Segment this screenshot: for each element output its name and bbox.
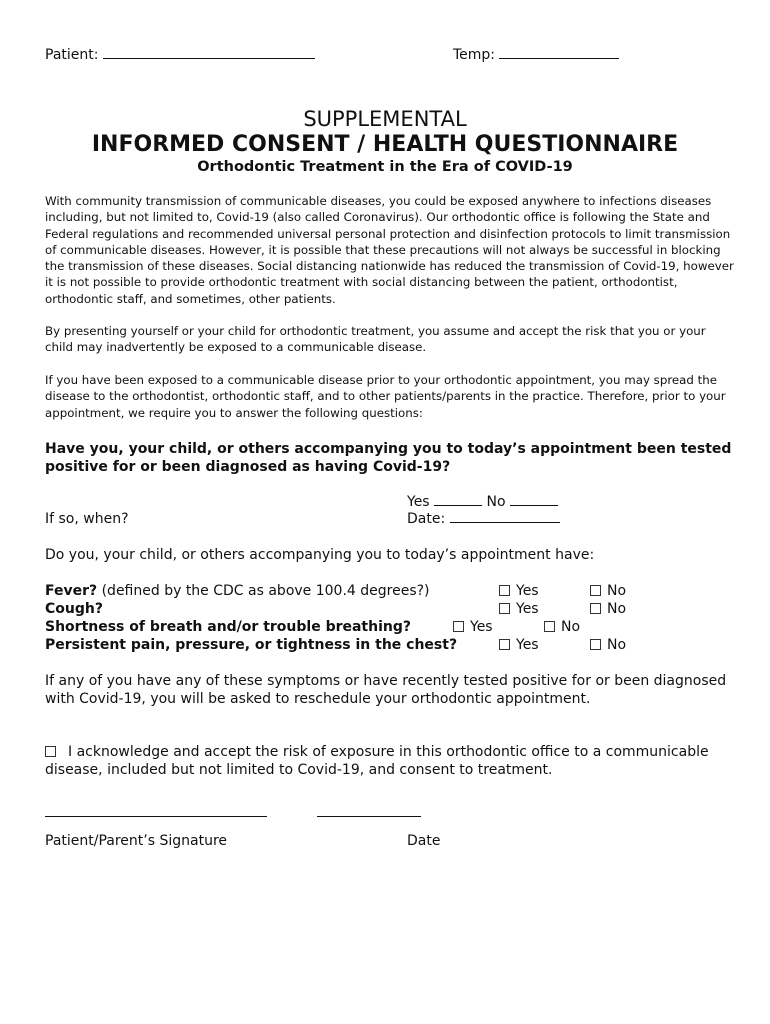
signature-date-line[interactable] [317, 816, 421, 817]
reschedule-notice: If any of you have any of these symptoms or have recently tested positive for or been diagnosed with Covid-19, you will be asked to reschedule your orthodontic appointment. [45, 673, 727, 707]
symptom-label: Fever? [45, 583, 98, 599]
covid-no-line[interactable] [510, 505, 558, 506]
temp-field [453, 47, 619, 63]
option-label: Yes [470, 619, 493, 635]
chest-no-option[interactable] [590, 637, 626, 653]
covid-yes-line[interactable] [434, 505, 482, 506]
acknowledge-checkbox-icon[interactable] [45, 746, 56, 757]
if-so-when-label: If so, when? [45, 511, 129, 527]
checkbox-icon[interactable] [499, 603, 510, 614]
breathing-yes-option[interactable] [453, 619, 493, 635]
symptom-fever [45, 583, 430, 599]
signature-label: Patient/Parent’s Signature [45, 833, 228, 849]
paragraph-exposure: If you have been exposed to a communicable disease prior to your orthodontic appointment, you may spread the disease to the orthodontist, orthodontic staff, and to other patients/parents in the practice. Therefore, prior to your appointment, we require you to answer the following questions: [45, 373, 726, 420]
option-label: Yes [516, 601, 539, 617]
checkbox-icon[interactable] [499, 639, 510, 650]
acknowledge-text-2: disease, included but not limited to Covid-19, and consent to treatment. [45, 762, 553, 778]
chest-yes-option[interactable] [499, 637, 539, 653]
page-title: INFORMED CONSENT / HEALTH QUESTIONNAIRE [91, 132, 679, 157]
covid-date-line[interactable] [450, 522, 560, 523]
checkbox-icon[interactable] [590, 603, 601, 614]
covid-date-label: Date: [407, 511, 446, 527]
option-label: Yes [516, 583, 539, 599]
checkbox-icon[interactable] [499, 585, 510, 596]
fever-no-option[interactable] [590, 583, 626, 599]
paragraph-risk: By presenting yourself or your child for orthodontic treatment, you assume and accept the risk that you or your child may inadvertently be exposed to a communicable disease. [45, 324, 706, 355]
covid-date-field [407, 511, 560, 527]
title-supplemental: SUPPLEMENTAL [303, 107, 467, 131]
covid-no-label: No [486, 494, 506, 510]
option-label: No [607, 601, 627, 617]
covid-yes-label: Yes [407, 494, 430, 510]
option-label: No [607, 583, 627, 599]
temp-label: Temp: [453, 47, 496, 63]
option-label: Yes [516, 637, 539, 653]
option-label: No [561, 619, 581, 635]
acknowledge-line-1 [45, 744, 709, 760]
option-label: No [607, 637, 627, 653]
checkbox-icon[interactable] [453, 621, 464, 632]
checkbox-icon[interactable] [544, 621, 555, 632]
symptom-detail: (defined by the CDC as above 100.4 degrees?) [101, 583, 430, 599]
covid-question: Have you, your child, or others accompanying you to today’s appointment been tested positive for or been diagnosed as having Covid-19? [45, 441, 732, 475]
cough-no-option[interactable] [590, 601, 626, 617]
page-subtitle: Orthodontic Treatment in the Era of COVID-19 [197, 159, 573, 175]
breathing-no-option[interactable] [544, 619, 580, 635]
patient-field [45, 47, 315, 63]
patient-input-line[interactable] [103, 58, 315, 59]
symptom-breathing: Shortness of breath and/or trouble breathing? [45, 619, 412, 635]
checkbox-icon[interactable] [590, 639, 601, 650]
checkbox-icon[interactable] [590, 585, 601, 596]
signature-line[interactable] [45, 816, 267, 817]
covid-answer-row [407, 494, 558, 510]
symptom-cough: Cough? [45, 601, 103, 617]
fever-yes-option[interactable] [499, 583, 539, 599]
patient-label: Patient: [45, 47, 99, 63]
paragraph-transmission: With community transmission of communicable diseases, you could be exposed anywhere to infections diseases including, but not limited to, Covid-19 (also called Coronavirus). Our orthodontic office is following the State and Federal regulations and recommended universal personal protection and disinfection protocols to limit transmission of communicable diseases. However, it is possible that these precautions will not always be successful in blocking the transmission of these diseases. Social distancing nationwide has reduced the transmission of Covid-19, however it is not possible to provide orthodontic treatment with social distancing between the patient, orthodontist, orthodontic staff, and sometimes, other patients. [45, 194, 734, 306]
temp-input-line[interactable] [499, 58, 619, 59]
signature-date-label: Date [407, 833, 441, 849]
cough-yes-option[interactable] [499, 601, 539, 617]
symptoms-intro: Do you, your child, or others accompanying you to today’s appointment have: [45, 547, 595, 563]
acknowledge-text-1: I acknowledge and accept the risk of exposure in this orthodontic office to a communicable [68, 744, 709, 760]
symptom-chest: Persistent pain, pressure, or tightness in the chest? [45, 637, 458, 653]
